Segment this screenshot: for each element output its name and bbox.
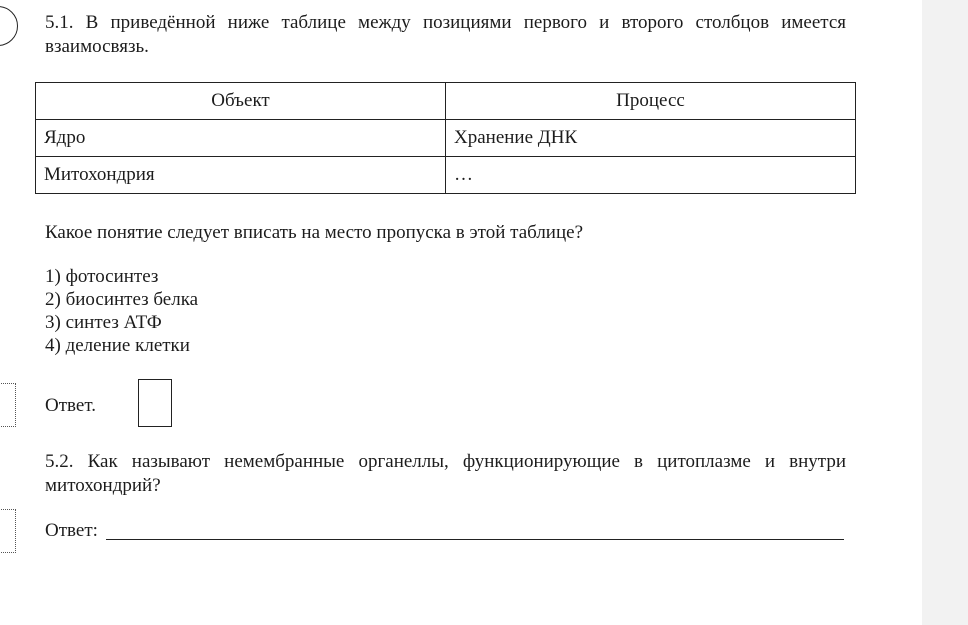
table-header-process: Процесс <box>446 83 856 120</box>
question-5-2-text-line2: митохондрий? <box>45 475 161 496</box>
task-number-circle <box>0 6 18 46</box>
answer-label-5-2: Ответ: <box>45 520 98 541</box>
question-5-1-prompt: Какое понятие следует вписать на место пропуска в этой таблице? <box>45 222 584 243</box>
table-row <box>36 120 856 157</box>
score-box-5-1 <box>0 383 16 427</box>
table-cell: Хранение ДНК <box>446 120 856 157</box>
right-margin-strip <box>922 0 968 625</box>
question-5-1-text-line1: 5.1. В приведённой ниже таблице между позициями первого и второго столбцов имеется <box>45 12 846 33</box>
table-cell-blank: … <box>446 157 856 194</box>
table-header-row <box>36 83 856 120</box>
answer-line-5-2[interactable] <box>106 539 844 540</box>
answer-label-5-1: Ответ. <box>45 395 96 416</box>
table-header-object: Объект <box>36 83 446 120</box>
option-3: 3) синтез АТФ <box>45 312 162 333</box>
relation-table <box>35 82 856 194</box>
option-1: 1) фотосинтез <box>45 266 159 287</box>
question-5-1-text-line2: взаимосвязь. <box>45 36 149 57</box>
question-5-2-text-line1: 5.2. Как называют немембранные органеллы, функционирующие в цитоплазме и внутри <box>45 451 846 472</box>
table-cell: Ядро <box>36 120 446 157</box>
table-cell: Митохондрия <box>36 157 446 194</box>
score-box-5-2 <box>0 509 16 553</box>
table-row <box>36 157 856 194</box>
option-4: 4) деление клетки <box>45 335 190 356</box>
answer-box-5-1[interactable] <box>138 379 172 427</box>
option-2: 2) биосинтез белка <box>45 289 199 310</box>
